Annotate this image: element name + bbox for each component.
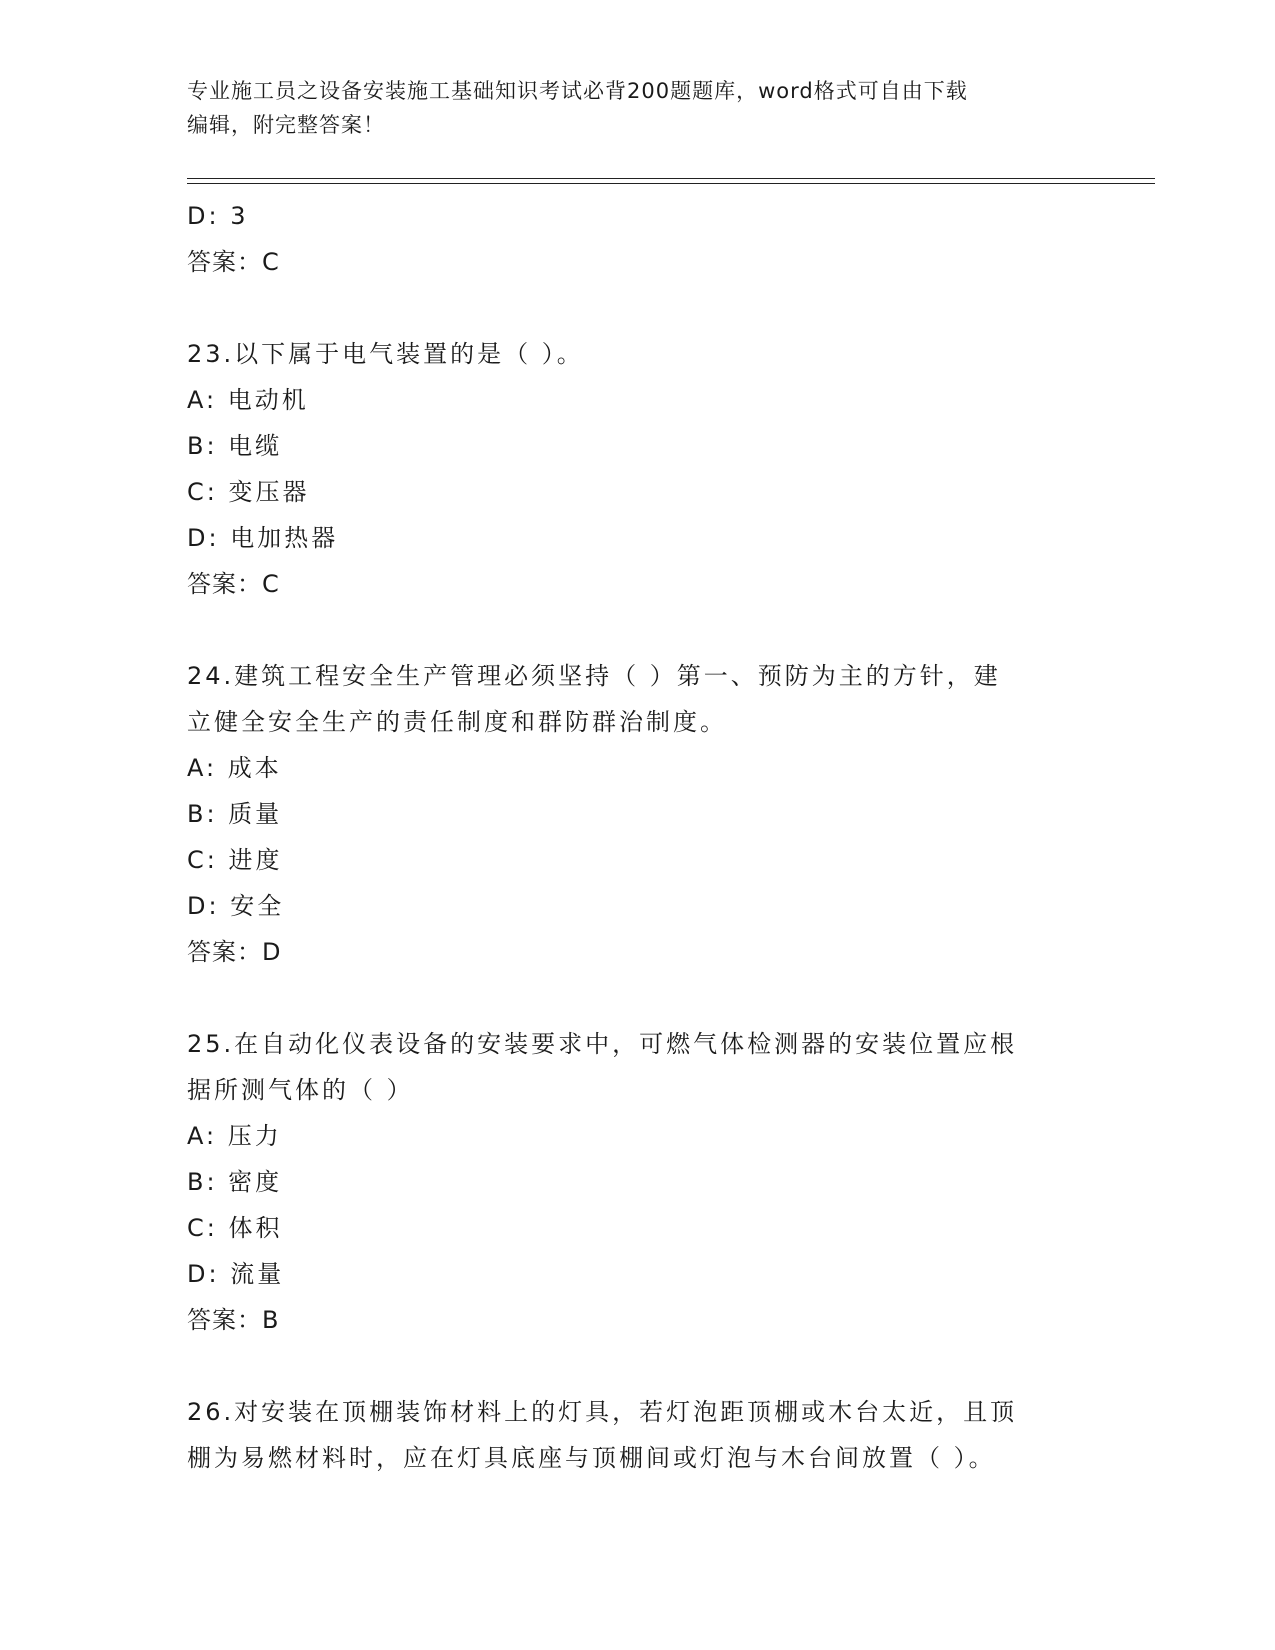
answer-line: 答案：C [187, 570, 280, 598]
answer-line: 答案：C [187, 248, 280, 276]
question-stem: 23.以下属于电气装置的是（ ）。 [187, 340, 584, 368]
option-d: D: 电加热器 [187, 524, 339, 552]
option-a: A: 压力 [187, 1122, 282, 1150]
option-c: C: 体积 [187, 1214, 283, 1242]
answer-line: 答案：D [187, 938, 282, 966]
header-title-line-2: 编辑，附完整答案！ [187, 113, 385, 137]
question-list [187, 193, 1087, 1481]
question-stem-line-2: 立健全安全生产的责任制度和群防群治制度。 [187, 708, 727, 736]
document-header [187, 74, 1087, 142]
option-d: D: 安全 [187, 892, 285, 920]
option-d: D: 3 [187, 202, 249, 230]
question-stem-line-2: 棚为易燃材料时，应在灯具底座与顶棚间或灯泡与木台间放置（ ）。 [187, 1444, 996, 1472]
spacer [187, 607, 1087, 653]
question-26 [187, 1389, 1087, 1481]
question-22-tail [187, 193, 1087, 285]
header-title-line-1: 专业施工员之设备安装施工基础知识考试必背200题题库，word格式可自由下载 [187, 79, 968, 103]
question-23 [187, 331, 1087, 607]
option-c: C: 变压器 [187, 478, 310, 506]
spacer [187, 1343, 1087, 1389]
option-b: B: 质量 [187, 800, 283, 828]
option-b: B: 密度 [187, 1168, 283, 1196]
question-stem-line-1: 25.在自动化仪表设备的安装要求中，可燃气体检测器的安装位置应根 [187, 1030, 1018, 1058]
option-a: A: 电动机 [187, 386, 309, 414]
option-b: B: 电缆 [187, 432, 283, 460]
option-a: A: 成本 [187, 754, 282, 782]
option-c: C: 进度 [187, 846, 283, 874]
header-divider-top [187, 178, 1155, 179]
question-24 [187, 653, 1087, 975]
option-d: D: 流量 [187, 1260, 285, 1288]
spacer [187, 975, 1087, 1021]
question-stem-line-1: 24.建筑工程安全生产管理必须坚持（ ）第一、预防为主的方针，建 [187, 662, 1001, 690]
header-divider-bottom [187, 183, 1155, 184]
question-25 [187, 1021, 1087, 1343]
spacer [187, 285, 1087, 331]
answer-line: 答案：B [187, 1306, 280, 1334]
question-stem-line-2: 据所测气体的（ ） [187, 1076, 414, 1104]
question-stem-line-1: 26.对安装在顶棚装饰材料上的灯具，若灯泡距顶棚或木台太近，且顶 [187, 1398, 1018, 1426]
